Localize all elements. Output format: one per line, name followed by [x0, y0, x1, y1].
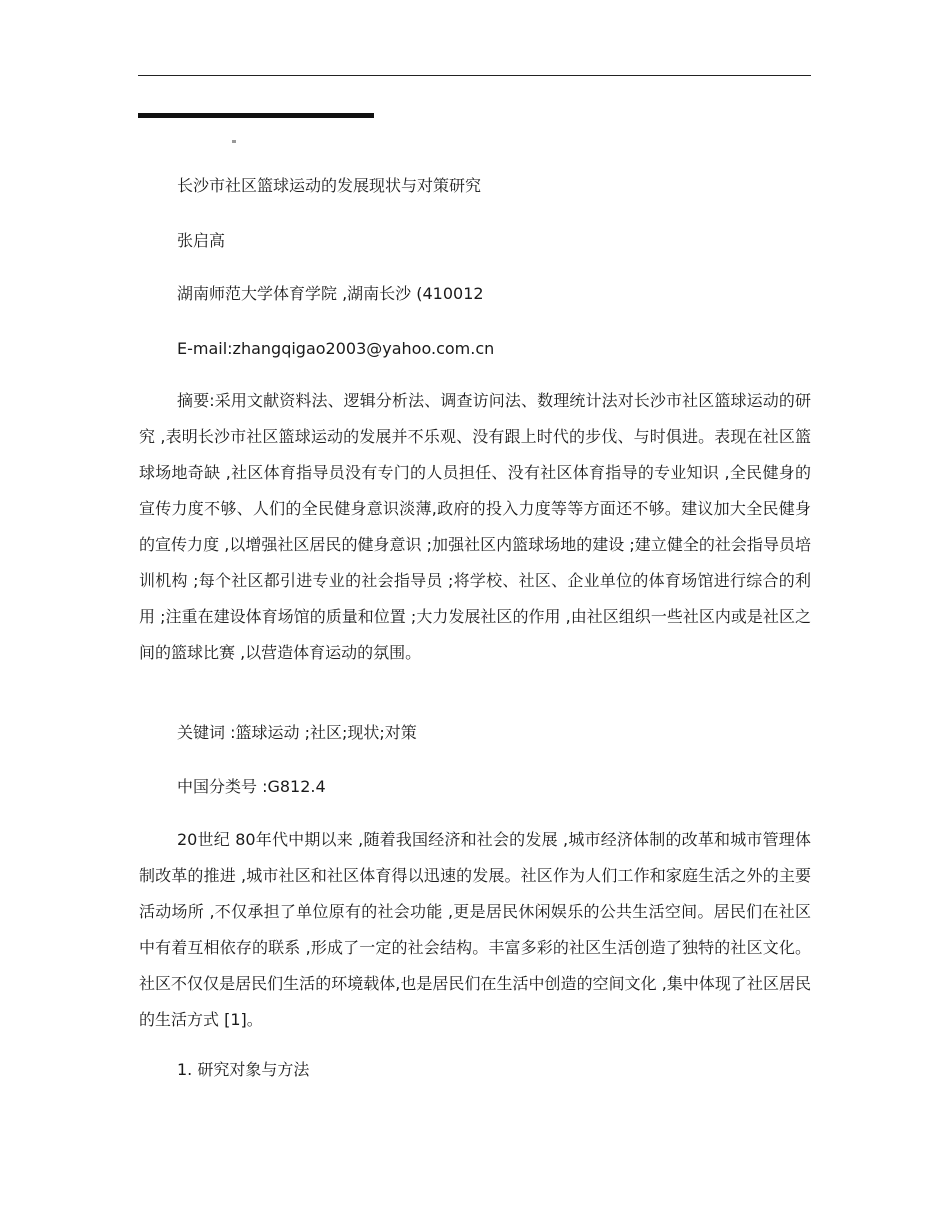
- abstract: 摘要:采用文献资料法、逻辑分析法、调查访问法、数理统计法对长沙市社区篮球运动的研究 ,表明长沙市社区篮球运动的发展并不乐观、没有跟上时代的步伐、与时俱进。表现在社区篮球场地奇缺 ,社区体育指导员没有专门的人员担任、没有社区体育指导的专业知识 ,全民健身的宣传力度不够、人们的全民健身意识淡薄,政府的投入力度等等方面还不够。建议加大全民健身的宣传力度 ,以增强社区居民的健身意识 ;加强社区内篮球场地的建设 ;建立健全的社会指导员培训机构 ;每个社区都引进专业的社会指导员 ;将学校、社区、企业单位的体育场馆进行综合的利用 ;注重在建设体育场馆的质量和位置 ;大力发展社区的作用 ,由社区组织一些社区内或是社区之间的篮球比赛 ,以营造体育运动的氛围。: [139, 391, 811, 662]
- classification-number: 中国分类号 :G812.4: [177, 777, 326, 796]
- intro-paragraph: 20世纪 80年代中期以来 ,随着我国经济和社会的发展 ,城市经济体制的改革和城市管理体制改革的推进 ,城市社区和社区体育得以迅速的发展。社区作为人们工作和家庭生活之外的主要活动场所 ,不仅承担了单位原有的社会功能 ,更是居民休闲娱乐的公共生活空间。居民们在社区中有着互相依存的联系 ,形成了一定的社会结构。丰富多彩的社区生活创造了独特的社区文化。社区不仅仅是居民们生活的环境载体,也是居民们在生活中创造的空间文化 ,集中体现了社区居民的生活方式 [1]。: [139, 830, 811, 1029]
- email: E-mail:zhangqigao2003@yahoo.com.cn: [177, 339, 495, 358]
- header-rule: [138, 75, 811, 76]
- section-heading: 1. 研究对象与方法: [177, 1060, 310, 1079]
- paper-title: 长沙市社区篮球运动的发展现状与对策研究: [177, 176, 482, 195]
- affiliation: 湖南师范大学体育学院 ,湖南长沙 (410012: [177, 284, 484, 303]
- keywords: 关键词 :篮球运动 ;社区;现状;对策: [177, 723, 417, 742]
- author-name: 张启高: [177, 231, 226, 250]
- decorative-bar: [138, 113, 374, 118]
- page-mark: [232, 140, 236, 143]
